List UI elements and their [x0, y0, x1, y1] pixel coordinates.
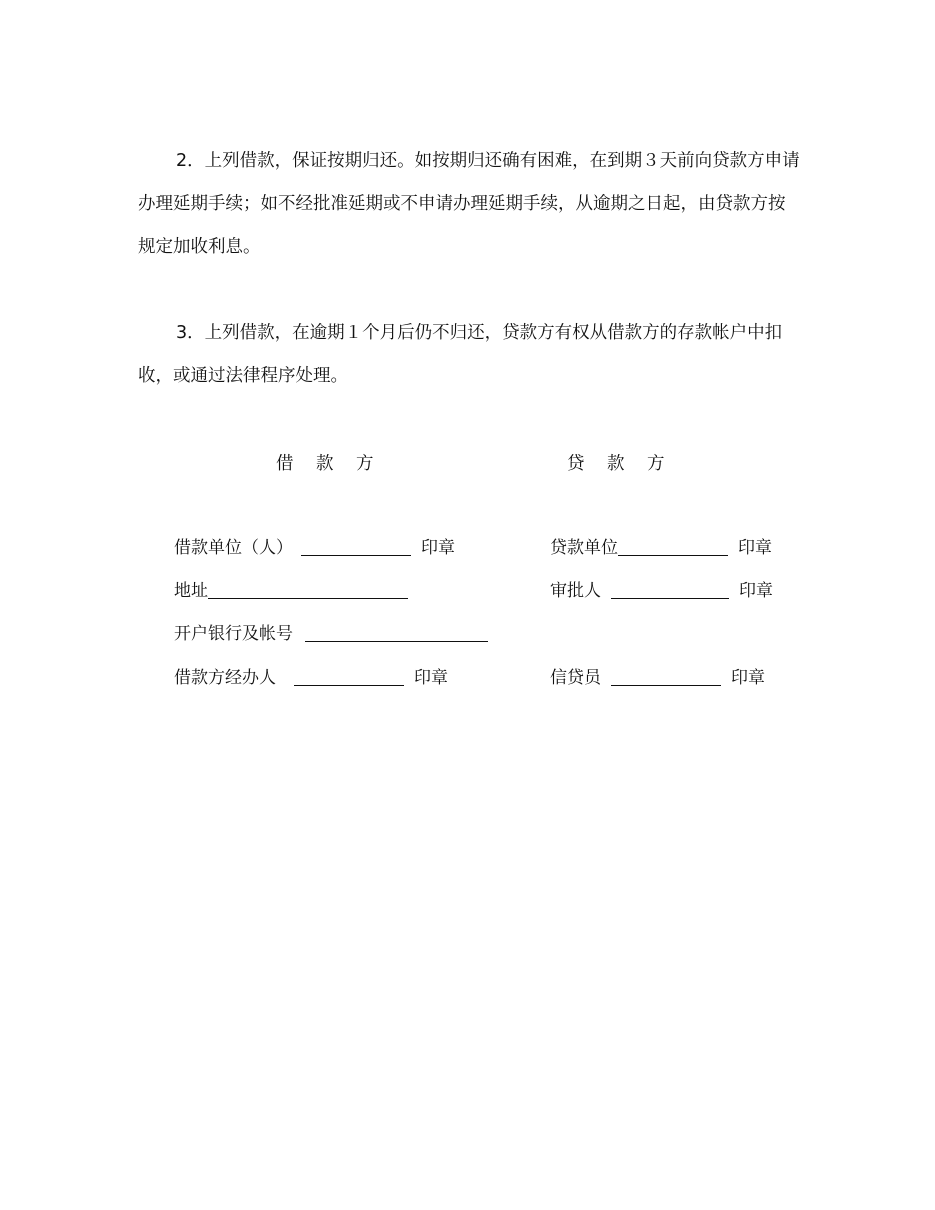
lender-officer-blank[interactable] [611, 667, 721, 686]
lender-unit-blank[interactable] [618, 537, 728, 556]
lender-unit-row [550, 536, 772, 560]
borrower-handler-blank[interactable] [294, 667, 404, 686]
borrower-heading-char: 款 [316, 454, 334, 474]
lender-approver-row [550, 579, 773, 603]
borrower-address-blank[interactable] [208, 580, 408, 599]
lender-heading-char: 贷 [567, 454, 585, 474]
seal-label: 印章 [414, 668, 448, 688]
borrower-heading-char: 借 [276, 454, 294, 474]
seal-label: 印章 [731, 668, 765, 688]
clause-3-text: 3．上列借款，在逾期１个月后仍不归还，贷款方有权从借款方的存款帐户中扣收，或通过法律程序处理。 [138, 323, 783, 386]
lender-heading-char: 款 [607, 454, 625, 474]
lender-approver-label: 审批人 [550, 581, 601, 601]
clause-2-text: 2．上列借款，保证按期归还。如按期归还确有困难，在到期３天前向贷款方申请办理延期手续；如不经批准延期或不申请办理延期手续，从逾期之日起，由贷款方按规定加收利息。 [138, 151, 800, 257]
borrower-handler-row [174, 666, 448, 690]
borrower-address-row [174, 579, 408, 603]
seal-label: 印章 [739, 581, 773, 601]
borrower-heading [276, 450, 396, 475]
lender-unit-label: 贷款单位 [550, 538, 618, 558]
seal-label: 印章 [738, 538, 772, 558]
lender-heading [567, 450, 687, 475]
clause-3 [138, 312, 800, 398]
seal-label: 印章 [421, 538, 455, 558]
borrower-handler-label: 借款方经办人 [174, 668, 276, 688]
borrower-bank-row [174, 622, 488, 646]
borrower-heading-char: 方 [356, 454, 374, 474]
borrower-unit-row [174, 536, 455, 560]
lender-officer-row [550, 666, 765, 690]
lender-heading-char: 方 [647, 454, 665, 474]
borrower-unit-blank[interactable] [301, 537, 411, 556]
clause-2 [138, 140, 800, 269]
borrower-address-label: 地址 [174, 581, 208, 601]
borrower-unit-label: 借款单位（人） [174, 538, 293, 558]
lender-officer-label: 信贷员 [550, 668, 601, 688]
borrower-bank-blank[interactable] [305, 623, 488, 642]
lender-approver-blank[interactable] [611, 580, 729, 599]
borrower-bank-label: 开户银行及帐号 [174, 624, 293, 644]
